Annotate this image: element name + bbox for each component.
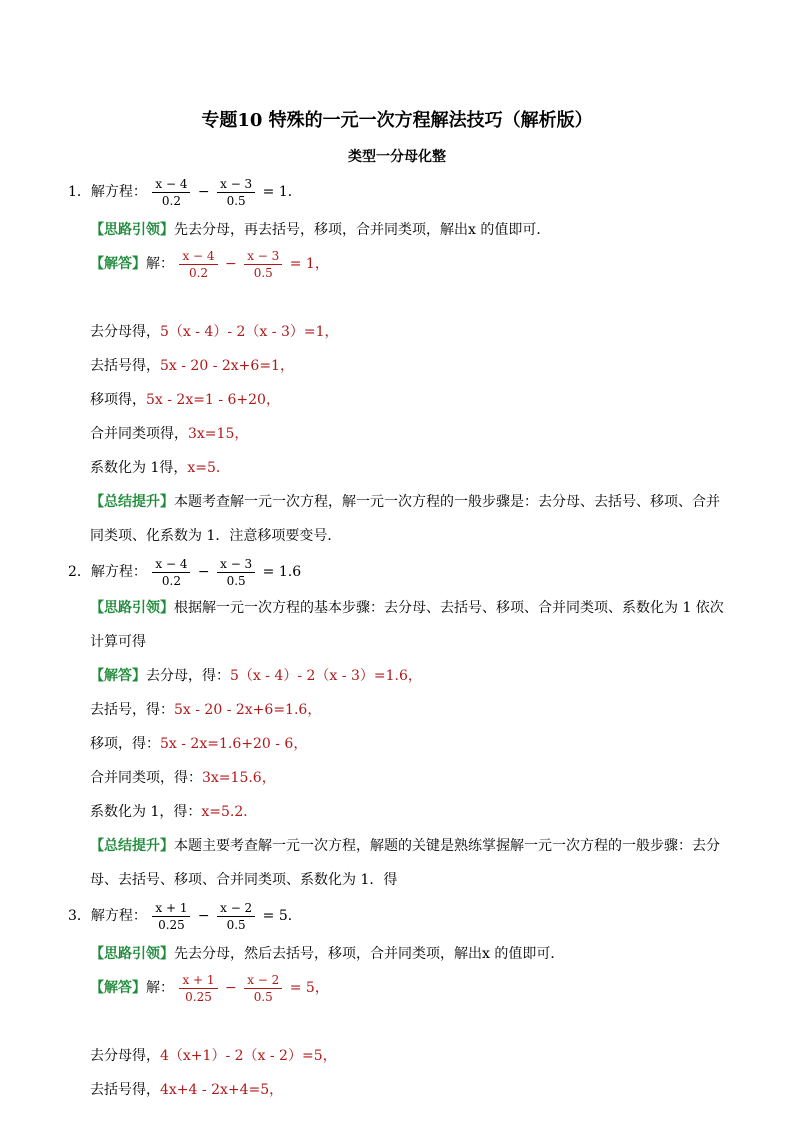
- hint-line: 计算可得: [90, 634, 146, 650]
- problem-number: 2．: [68, 564, 91, 580]
- fraction: $\frac{x - 2}{0.5}$: [217, 900, 255, 933]
- fraction: $\frac{x + 1}{0.25}$: [152, 900, 190, 933]
- answer-tag: 【解答】: [90, 668, 146, 684]
- problem-2-statement: 2．解方程： $\frac{x - 4}{0.2}$ − $\frac{x - 3}{0.5}$ = 1.6: [68, 556, 302, 588]
- solution-step: 合并同类项，得：3x=15.6，: [90, 770, 276, 786]
- solution-step: 去括号，得：5x - 20 - 2x+6=1.6，: [90, 702, 322, 718]
- hint-tag: 【思路引领】: [90, 946, 174, 962]
- hint-line: 【思路引领】根据解一元一次方程的基本步骤：去分母、去括号、移项、合并同类项、系数化为 1 依次: [90, 600, 724, 616]
- problem-number: 3．: [68, 908, 91, 924]
- summary-line: 母、去括号、移项、合并同类项、系数化为 1．得: [90, 872, 398, 888]
- answer-tag: 【解答】: [90, 980, 146, 996]
- page-title: 专题10 特殊的一元一次方程解法技巧（解析版）: [201, 110, 593, 131]
- hint-line: [90, 220, 550, 240]
- fraction: $\frac{x - 3}{0.5}$: [244, 248, 282, 281]
- problem-prompt: 解方程：: [90, 908, 147, 924]
- fraction: $\frac{x - 3}{0.5}$: [217, 556, 255, 589]
- problem-prompt: 解方程：: [90, 564, 147, 580]
- answer-line: 【解答】解： $\frac{x + 1}{0.25}$ − $\frac{x - 2}{0.5}$ = 5，: [90, 972, 329, 1004]
- fraction: $\frac{x + 1}{0.25}$: [179, 972, 217, 1005]
- summary-tag: 【总结提升】: [90, 838, 174, 854]
- summary-tag: 【总结提升】: [90, 494, 174, 510]
- fraction: $\frac{x - 4}{0.2}$: [152, 556, 190, 589]
- solution-step: 移项，得：5x - 2x=1.6+20 - 6，: [90, 736, 308, 752]
- solution-step: 去括号得，4x+4 - 2x+4=5，: [90, 1082, 284, 1098]
- hint-line: 【思路引领】先去分母，然后去括号，移项，合并同类项，解出x 的值即可．: [90, 946, 565, 962]
- fraction: $\frac{x - 4}{0.2}$: [179, 248, 217, 281]
- solution-step: 去括号得，5x - 20 - 2x+6=1，: [90, 358, 294, 374]
- solution-step: 去分母得，5（x - 4）- 2（x - 3）=1，: [90, 324, 339, 340]
- answer-tag: 【解答】: [90, 256, 146, 272]
- summary-line: 同类项、化系数为 1．注意移项要变号．: [90, 528, 342, 544]
- solution-step: 系数化为 1得，x=5．: [90, 460, 230, 476]
- problem-1-statement: 1．解方程： $\frac{x - 4}{0.2}$ − $\frac{x - 3}{0.5}$ = 1．: [68, 176, 302, 208]
- solution-step: 合并同类项得，3x=15，: [90, 426, 249, 442]
- summary-line: 【总结提升】本题考查解一元一次方程，解一元一次方程的一般步骤是：去分母、去括号、移项、合并: [90, 494, 720, 510]
- fraction: $\frac{x - 2}{0.5}$: [244, 972, 282, 1005]
- problem-number: 1．: [68, 184, 91, 200]
- problem-3-statement: 3．解方程： $\frac{x + 1}{0.25}$ − $\frac{x - 2}{0.5}$ = 5．: [68, 900, 302, 932]
- summary-line: 【总结提升】本题主要考查解一元一次方程，解题的关键是熟练掌握解一元一次方程的一般步骤：去分: [90, 838, 720, 854]
- hint-tag: 【思路引领】: [90, 222, 174, 238]
- problem-prompt: 解方程：: [90, 184, 147, 200]
- section-title: 类型一分母化整: [348, 149, 446, 165]
- answer-line: 【解答】解： $\frac{x - 4}{0.2}$ − $\frac{x - 3}{0.5}$ = 1，: [90, 248, 329, 280]
- hint-tag: 【思路引领】: [90, 600, 174, 616]
- fraction: $\frac{x - 3}{0.5}$: [217, 176, 255, 209]
- solution-step: 系数化为 1，得：x=5.2．: [90, 804, 258, 820]
- solution-step: 去分母得，4（x+1）- 2（x - 2）=5，: [90, 1048, 337, 1064]
- hint-text: 先去分母，再去括号，移项，合并同类项，解出x 的值即可．: [174, 222, 551, 238]
- fraction: $\frac{x - 4}{0.2}$: [152, 176, 190, 209]
- solution-step: 移项得，5x - 2x=1 - 6+20，: [90, 392, 280, 408]
- answer-line: 【解答】去分母，得：5（x - 4）- 2（x - 3）=1.6，: [90, 668, 422, 684]
